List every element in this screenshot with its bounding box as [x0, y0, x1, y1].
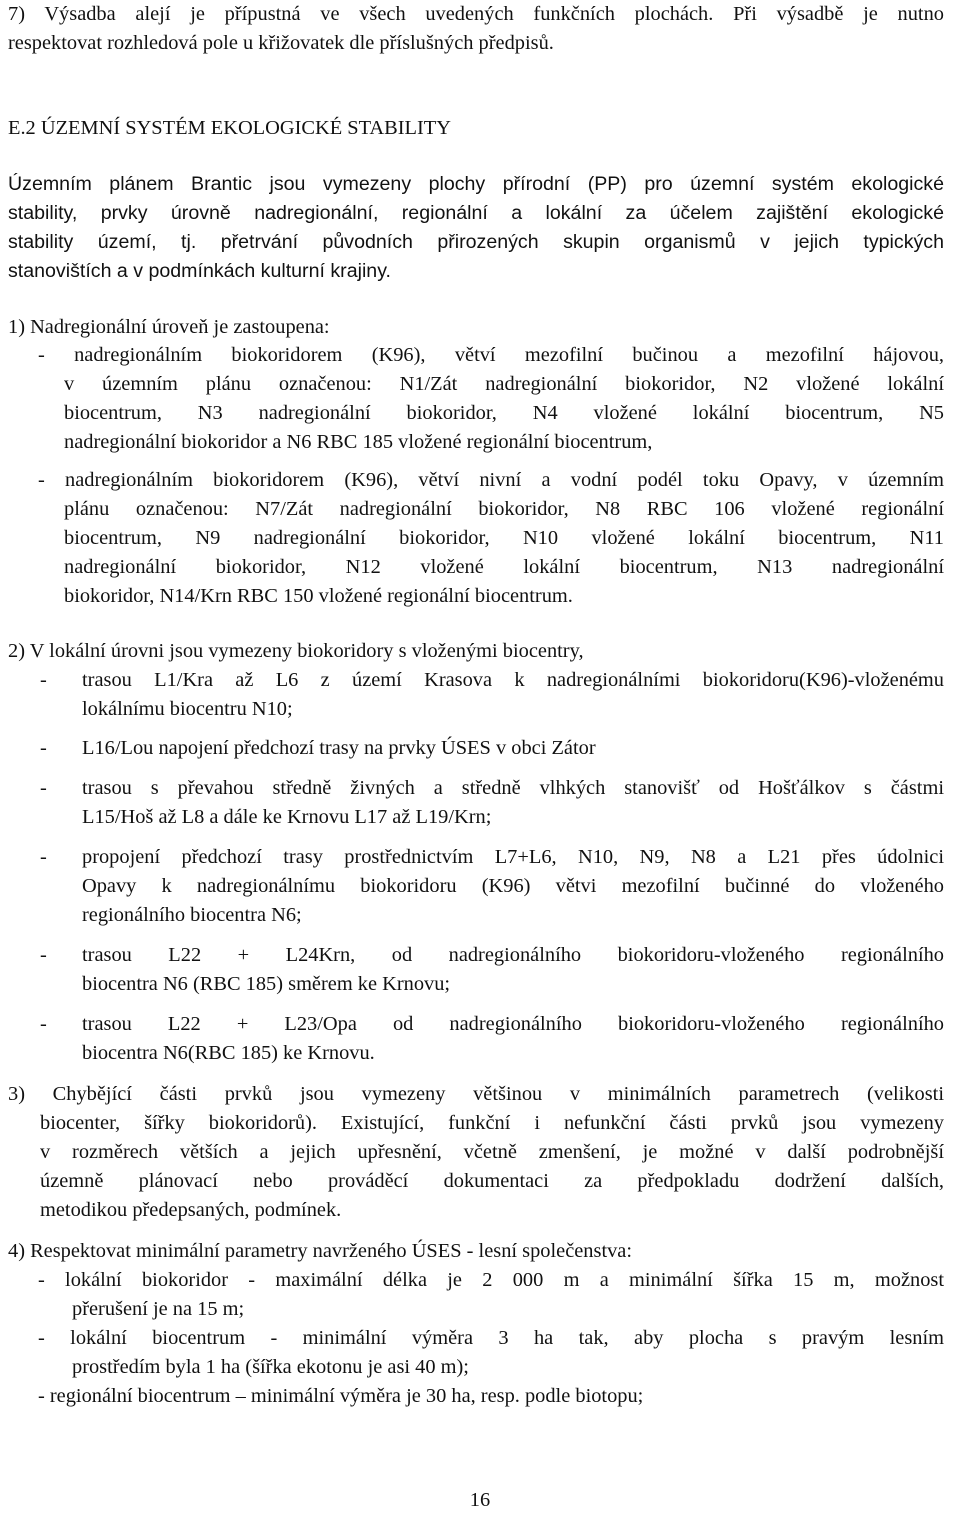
item-3-line-5: metodikou předepsaných, podmínek.	[40, 1199, 342, 1221]
item-2-bullet-3-line-1: trasou s převahou středně živných a středně vlhkých stanovišť od Hošťálkov s částmi	[82, 777, 944, 799]
dash: -	[40, 846, 47, 868]
item-3-line-3: v rozměrech větších a jejich upřesnění, včetně zmenšení, je možné v další podrobnější	[40, 1141, 944, 1163]
item-1b-line-4: nadregionální biokoridor, N12 vložené lokální biocentrum, N13 nadregionální	[64, 556, 944, 578]
intro-line-3: stability území, tj. přetrvání původních přirozených skupin organismů v jejich typických	[8, 231, 944, 253]
item-1a-line-3: biocentrum, N3 nadregionální biokoridor, N4 vložené lokální biocentrum, N5	[64, 402, 944, 424]
item-1a-line-2: v územním plánu označenou: N1/Zát nadregionální biokoridor, N2 vložené lokální	[64, 373, 944, 395]
item-2-bullet-6-line-2: biocentra N6(RBC 185) ke Krnovu.	[82, 1042, 375, 1064]
item-2-bullet-4-line-2: Opavy k nadregionálnímu biokoridoru (K96) větvi mezofilní bučinné do vloženého	[82, 875, 944, 897]
item-2-bullet-4-line-1: propojení předchozí trasy prostřednictvím L7+L6, N10, N9, N8 a L21 přes údolnici	[82, 846, 944, 868]
item-3-line-4: územně plánovací nebo prováděcí dokumentaci za předpokladu dodržení dalších,	[40, 1170, 944, 1192]
dash: -	[40, 1013, 47, 1035]
item-2-bullet-2-line-1: L16/Lou napojení předchozí trasy na prvky ÚSES v obci Zátor	[82, 737, 596, 759]
page-number: 16	[469, 1489, 491, 1511]
paragraph-7-line-2: respektovat rozhledová pole u křižovatek dle příslušných předpisů.	[8, 32, 554, 54]
item-3-line-1: 3) Chybějící části prvků jsou vymezeny většinou v minimálních parametrech (velikosti	[8, 1083, 944, 1105]
item-2-bullet-3-line-2: L15/Hoš až L8 a dále ke Krnovu L17 až L19/Krn;	[82, 806, 492, 828]
item-2-bullet-1-line-2: lokálnímu biocentru N10;	[82, 698, 293, 720]
item-1b-line-3: biocentrum, N9 nadregionální biokoridor, N10 vložené lokální biocentrum, N11	[64, 527, 944, 549]
item-4-bullet-2-line-2: prostředím byla 1 ha (šířka ekotonu je asi 40 m);	[72, 1356, 469, 1378]
item-1b-line-5: biokoridor, N14/Krn RBC 150 vložené regionální biocentrum.	[64, 585, 573, 607]
paragraph-7-line-1: 7) Výsadba alejí je přípustná ve všech uvedených funkčních plochách. Při výsadbě je nutno	[8, 3, 944, 25]
item-2-bullet-4-line-3: regionálního biocentra N6;	[82, 904, 302, 926]
item-1b-line-2: plánu označenou: N7/Zát nadregionální biokoridor, N8 RBC 106 vložené regionální	[64, 498, 944, 520]
item-4-bullet-2-line-1: - lokální biocentrum - minimální výměra 3 ha tak, aby plocha s pravým lesním	[38, 1327, 944, 1349]
section-heading: E.2 ÚZEMNÍ SYSTÉM EKOLOGICKÉ STABILITY	[8, 117, 451, 139]
item-2-bullet-1-line-1: trasou L1/Kra až L6 z území Krasova k nadregionálními biokoridoru(K96)-vloženému	[82, 669, 944, 691]
intro-line-2: stability, prvky úrovně nadregionální, regionální a lokální za účelem zajištění ekologické	[8, 202, 944, 224]
item-2-bullet-5-line-2: biocentra N6 (RBC 185) směrem ke Krnovu;	[82, 973, 451, 995]
item-2-bullet-6-line-1: trasou L22 + L23/Opa od nadregionálního biokoridoru-vloženého regionálního	[82, 1013, 944, 1035]
dash: -	[40, 669, 47, 691]
item-4-bullet-1-line-1: - lokální biokoridor - maximální délka je 2 000 m a minimální šířka 15 m, možnost	[38, 1269, 944, 1291]
item-1a-line-4: nadregionální biokoridor a N6 RBC 185 vložené regionální biocentrum,	[64, 431, 653, 453]
item-1b-line-1: - nadregionálním biokoridorem (K96), větví nivní a vodní podél toku Opavy, v územním	[38, 469, 944, 491]
intro-line-4: stanovištích a v podmínkách kulturní krajiny.	[8, 260, 391, 282]
item-1-heading: 1) Nadregionální úroveň je zastoupena:	[8, 316, 330, 338]
dash: -	[40, 944, 47, 966]
item-2-bullet-5-line-1: trasou L22 + L24Krn, od nadregionálního biokoridoru-vloženého regionálního	[82, 944, 944, 966]
item-2-heading: 2) V lokální úrovni jsou vymezeny biokoridory s vloženými biocentry,	[8, 640, 584, 662]
item-3-line-2: biocenter, šířky biokoridorů). Existující, funkční i nefunkční části prvků jsou vymezeny	[40, 1112, 944, 1134]
intro-line-1: Územním plánem Brantic jsou vymezeny plochy přírodní (PP) pro územní systém ekologické	[8, 173, 944, 195]
item-4-bullet-3-line-1: - regionální biocentrum – minimální výměra je 30 ha, resp. podle biotopu;	[38, 1385, 644, 1407]
item-4-bullet-1-line-2: přerušení je na 15 m;	[72, 1298, 245, 1320]
item-1a-line-1: - nadregionálním biokoridorem (K96), větví mezofilní bučinou a mezofilní hájovou,	[38, 344, 944, 366]
dash: -	[40, 777, 47, 799]
dash: -	[40, 737, 47, 759]
item-4-heading: 4) Respektovat minimální parametry navrženého ÚSES - lesní společenstva:	[8, 1240, 633, 1262]
